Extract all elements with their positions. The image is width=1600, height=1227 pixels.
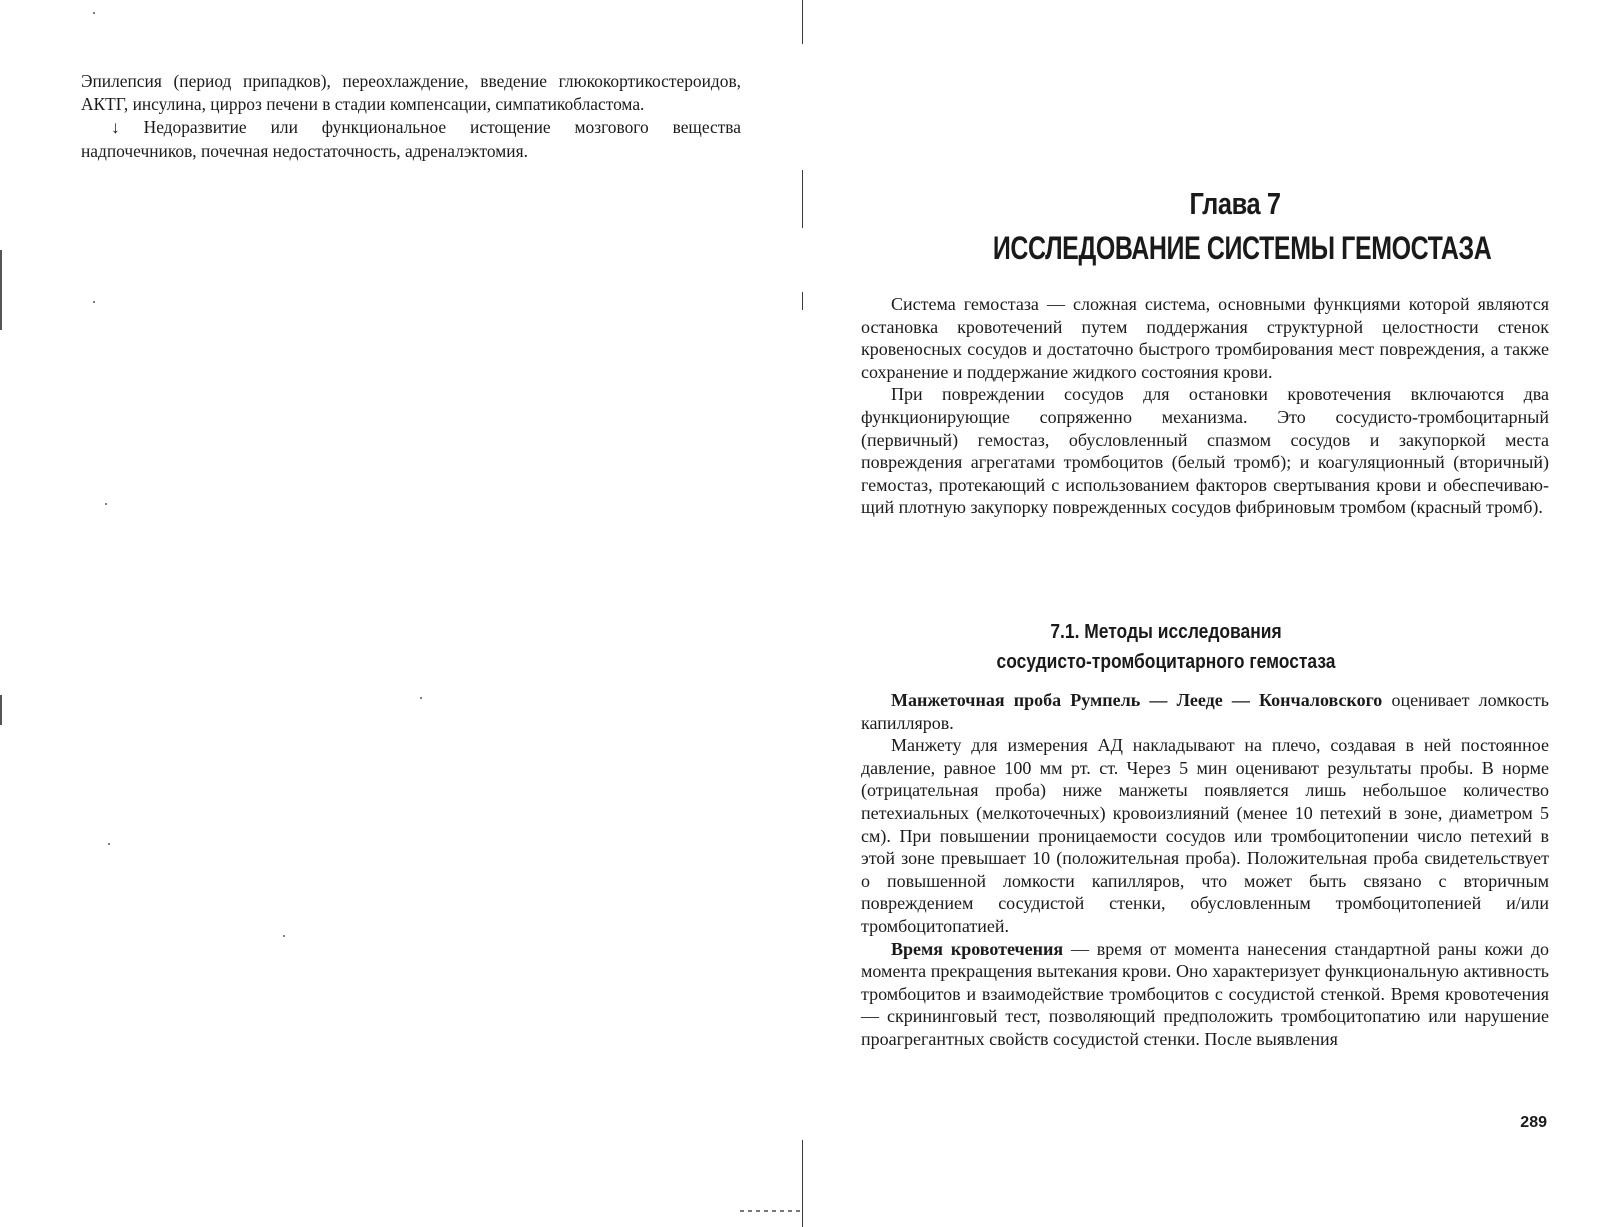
left-page-text (81, 70, 741, 163)
section-body (861, 689, 1549, 1051)
term-bleeding-time: Время кровотечения (891, 938, 1064, 959)
scan-edge-mark (0, 250, 2, 330)
section-heading-line: сосудисто-тромбоцитарного гемостаза (996, 650, 1336, 673)
scan-speck (420, 697, 422, 699)
term-rumpel-test: Манжеточная проба Румпель — Лееде — Кончаловского (891, 690, 1383, 710)
page-gutter (802, 1140, 803, 1227)
page-gutter (802, 170, 803, 228)
scan-edge-mark (0, 695, 2, 725)
scan-speck (283, 935, 285, 937)
term-definition: оценивает ломкость капилляров. (861, 690, 1550, 733)
page-number: 289 (1520, 1114, 1547, 1131)
chapter-label: Глава 7 (1189, 186, 1281, 221)
scan-speck (93, 12, 95, 14)
section-heading-line: 7.1. Методы исследования (1050, 620, 1282, 643)
scan-smudge (740, 1210, 800, 1212)
term-definition: — время от момента нанесения стандартной раны кожи до момента прекращения вытекания крови. Оно характеризует функциональную активность тромбоцитов и взаимодействие тромбоцитов с сосудистой стенкой. Время кровотечения — скрининговый тест, позволяющий предположить тромбоцитопатию или нарушение проагрегантных свойств сосудистой стенки. После выявления (861, 938, 1549, 1049)
chapter-title: ИССЛЕДОВАНИЕ СИСТЕМЫ ГЕМОСТАЗА (992, 230, 1492, 266)
right-page (806, 0, 1600, 1227)
scan-speck (105, 503, 107, 505)
paragraph: ↓ Недоразвитие или функциональное истощение мозгового вещества надпочечников, почечная недостаточность, адреналэктомия. (81, 117, 741, 161)
section-heading (860, 617, 1472, 677)
chapter-intro (861, 293, 1549, 519)
paragraph (861, 689, 1549, 734)
scan-speck (108, 843, 110, 845)
page-gutter (802, 0, 803, 44)
paragraph: Эпилепсия (период припадков), переохлаждение, введение глюкокортикостероидов, АКТГ, инсулина, цирроз печени в стадии компенсации, симпатикобластома. (81, 71, 741, 115)
paragraph: Манжету для измерения АД накладывают на плечо, создавая в ней постоянное давление, равное 100 мм рт. ст. Через 5 мин оценивают результаты пробы. В норме (отрицательная проба) ниже манжеты появляется лишь небольшое количество петехиальных (мелкоточечных) кровоизлияний (менее 10 петехий в зоне, диаметром 5 см). При повышении проницаемости сосудов или тромбоцитопении число петехий в этой зоне превышает 10 (положительная проба). Положительная проба свидетельствует о повышенной ломкости капилляров, что может быть связано с вторичным повреждением сосудистой стенки, обусловленным тромбоцитопенией и/или тромбоцитопатией. (861, 735, 1549, 936)
paragraph: Система гемостаза — сложная система, основными функциями которой являются остановка кровотечений путем поддержания структурной целостности стенок кровеносных сосудов и достаточно быстрого тромбирования мест повреждения, а также сохранение и поддержание жидкого состояния крови. (861, 294, 1549, 382)
page-gutter (802, 292, 803, 310)
paragraph (861, 938, 1549, 1051)
paragraph: При повреждении сосудов для остановки кровотечения включаются два функционирующие сопряженно механизма. Это сосудисто-тромбоцитарный (первичный) гемостаз, обусловленный спазмом сосудов и закупоркой места повреждения агрегатами тромбоцитов (белый тромб); и коагуляционный (вторичный) гемостаз, протекающий с использованием факторов свертывания крови и обеспечивающий плотную закупорку поврежденных сосудов фибриновым тромбом (красный тромб). (861, 384, 1549, 518)
scan-speck (93, 301, 95, 303)
